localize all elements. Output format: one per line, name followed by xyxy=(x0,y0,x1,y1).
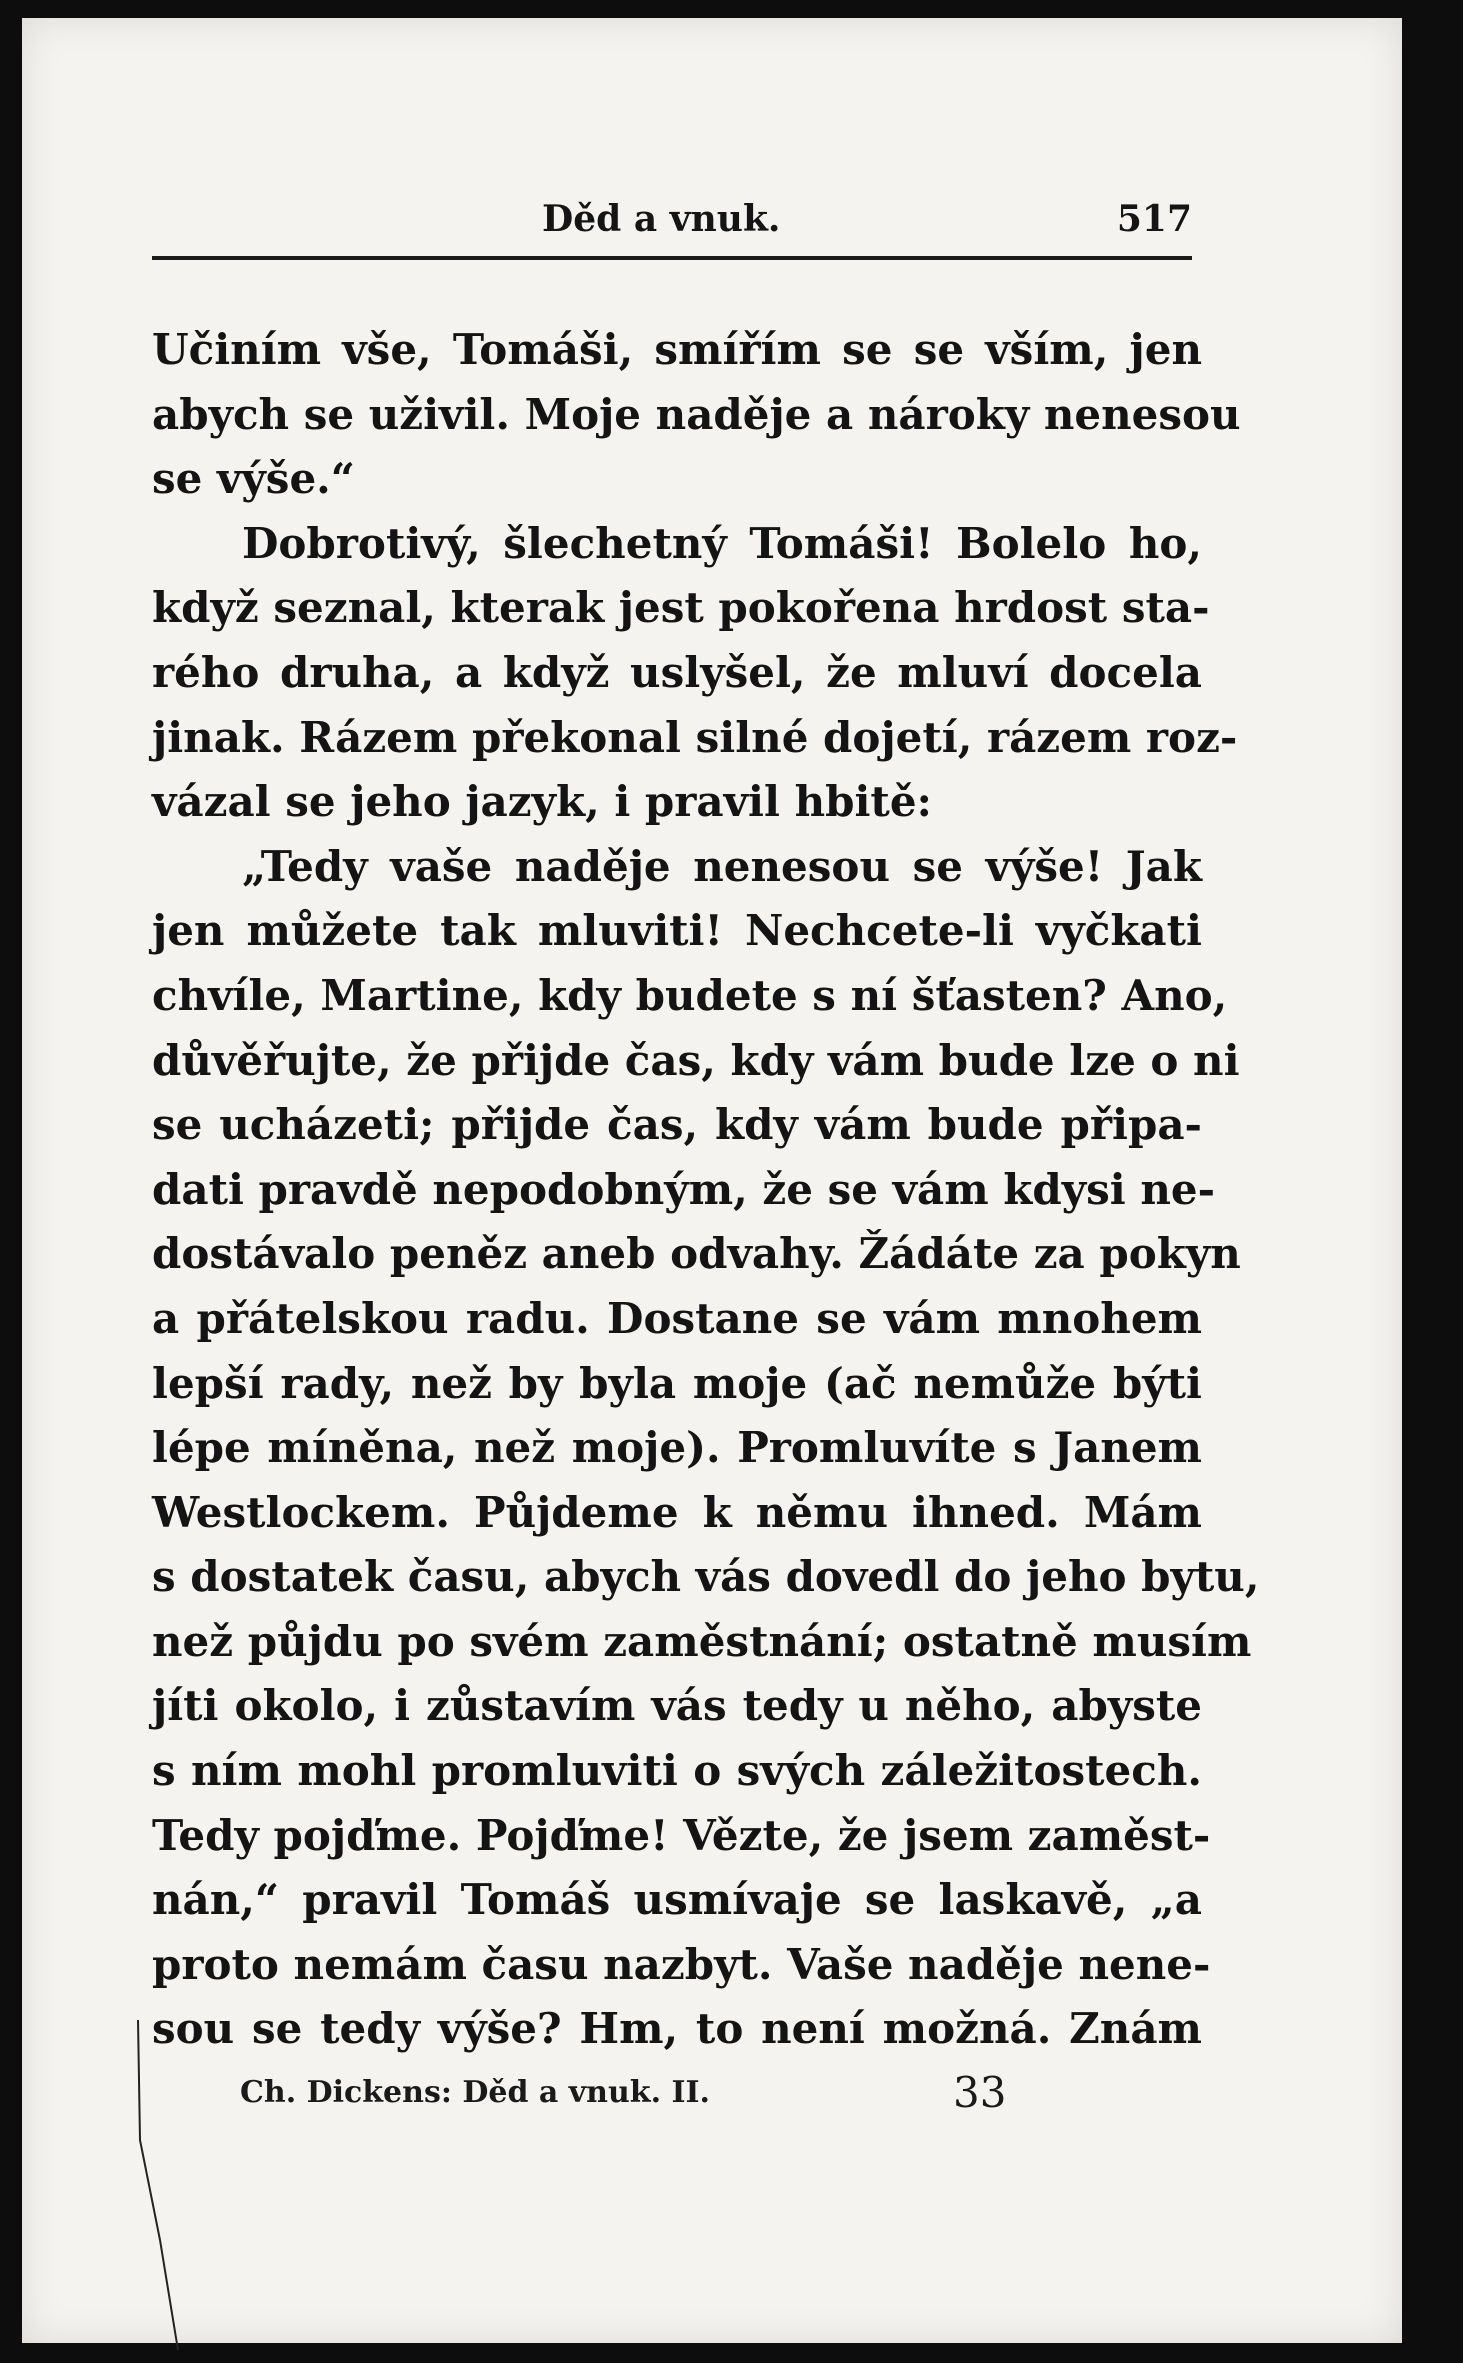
text-line: dati pravdě nepodobným, že se vám kdysi ne- xyxy=(152,1164,1216,1214)
text-line: chvíle, Martine, kdy budete s ní šťasten? Ano, xyxy=(152,970,1228,1020)
page-number: 517 xyxy=(1116,198,1192,240)
text-line: s dostatek času, abych vás dovedl do jeho bytu, xyxy=(152,1552,1260,1602)
text-line: rého druha, a když uslyšel, že mluví docela xyxy=(152,647,1202,697)
text-line: s ním mohl promluviti o svých záležitostech. xyxy=(152,1746,1202,1796)
sheet-number: 33 xyxy=(953,2068,1007,2117)
text-line: a přátelskou radu. Dostane se vám mnohem xyxy=(152,1293,1202,1343)
body-text xyxy=(152,318,1260,2062)
text-line: Westlockem. Půjdeme k němu ihned. Mám xyxy=(152,1487,1202,1537)
footer-signature: Ch. Dickens: Děd a vnuk. II. xyxy=(240,2075,710,2110)
text-line: abych se uživil. Moje naděje a nároky nenesou xyxy=(152,389,1241,439)
header-rule xyxy=(152,256,1192,260)
text-line: Tedy pojďme. Pojďme! Vězte, že jsem zaměst- xyxy=(152,1810,1211,1860)
text-line: důvěřujte, že přijde čas, kdy vám bude lze o ni xyxy=(152,1035,1240,1085)
text-line: Dobrotivý, šlechetný Tomáši! Bolelo ho, xyxy=(242,518,1202,568)
text-line: jen můžete tak mluviti! Nechcete-li vyčkati xyxy=(152,906,1202,956)
text-line: sou se tedy výše? Hm, to není možná. Znám xyxy=(152,2004,1202,2054)
text-line: lepší rady, než by byla moje (ač nemůže býti xyxy=(152,1358,1202,1408)
running-head-title: Děd a vnuk. xyxy=(542,198,781,240)
text-line: vázal se jeho jazyk, i pravil hbitě: xyxy=(152,777,933,827)
text-line: proto nemám času nazbyt. Vaše naděje nene- xyxy=(152,1939,1211,1989)
binding-scratch-mark xyxy=(130,2020,190,2350)
text-line: když seznal, kterak jest pokořena hrdost sta- xyxy=(152,583,1210,633)
text-line: dostávalo peněz aneb odvahy. Žádáte za pokyn xyxy=(152,1229,1241,1279)
text-line: jinak. Rázem překonal silné dojetí, rázem roz- xyxy=(152,712,1238,762)
text-line: „Tedy vaše naděje nenesou se výše! Jak xyxy=(242,841,1202,891)
text-line: nán,“ pravil Tomáš usmívaje se laskavě, „a xyxy=(152,1875,1202,1925)
text-line: než půjdu po svém zaměstnání; ostatně musím xyxy=(152,1616,1252,1666)
text-line: se výše.“ xyxy=(152,454,355,504)
text-line: lépe míněna, než moje). Promluvíte s Janem xyxy=(152,1423,1202,1473)
text-line: Učiním vše, Tomáši, smířím se se vším, jen xyxy=(152,325,1202,374)
running-head xyxy=(152,190,1192,250)
text-line: se ucházeti; přijde čas, kdy vám bude připa- xyxy=(152,1100,1202,1150)
text-line: jíti okolo, i zůstavím vás tedy u něho, abyste xyxy=(152,1681,1202,1731)
